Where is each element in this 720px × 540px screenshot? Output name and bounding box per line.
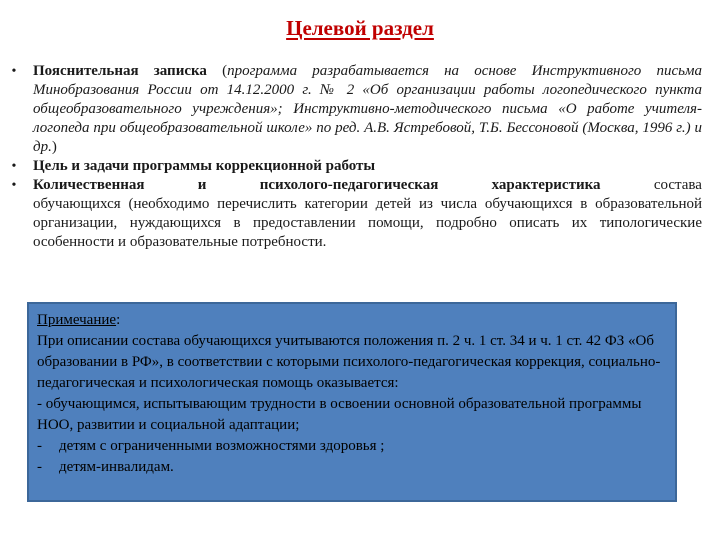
list-item: [8, 62, 702, 157]
bullet-first-tail: состава: [653, 177, 702, 193]
page-title: Целевой раздел: [286, 16, 434, 40]
paren-open: (: [206, 63, 228, 79]
bullet-lead-word: характеристика: [491, 177, 601, 193]
note-box: [27, 302, 677, 502]
note-list-item: [37, 436, 667, 457]
dash-marker: -: [37, 438, 42, 454]
bullet-lead-text: Пояснительная записка: [33, 63, 207, 79]
note-body: При описании состава обучающихся учитываются положения п. 2 ч. 1 ст. 34 и ч. 1 ст. 42 ФЗ «Об образовании в РФ», в соответствии с которыми психолого-педагогическая коррекция, социально-педагогическая и психологическая помощь оказывается:: [37, 333, 661, 391]
bullet-lead-word: психолого-педагогическая: [259, 177, 439, 193]
bullet-icon: •: [11, 178, 17, 193]
list-item: [8, 157, 702, 176]
note-list-item-text: детям с ограниченными возможностями здоровья ;: [59, 438, 385, 454]
bullet-body-text: обучающихся (необходимо перечислить категории детей из числа обучающихся в образовательной организации, нуждающихся в предоставлении помощи, подробно описать их типологические особенности и образовательные потребности.: [33, 196, 702, 250]
bullet-list: [8, 62, 702, 252]
note-list-item: [37, 457, 667, 478]
bullet-italic-text: программа разрабатывается на основе Инструктивного письма Минобразования России от 14.12.2000 г. № 2 «Об организации работы логопедического пункта общеобразовательного учреждения»; Инструктивно-методического письма «О работе учителя-логопеда при общеобразовательной школе» по ред. А.В. Ястребовой, Т.Б. Бессоновой (Москва, 1996 г.) и др.: [33, 63, 702, 155]
note-heading: Примечание: [37, 312, 117, 328]
dash-marker: -: [37, 459, 42, 475]
note-list-item: - обучающимся, испытывающим трудности в освоении основной образовательной программы НОО, развитии и социальной адаптации;: [37, 396, 642, 433]
note-heading-line: [37, 310, 667, 331]
paren-close: ): [51, 139, 57, 155]
bullet-lead-text: Цель и задачи программы коррекционной работы: [33, 158, 376, 174]
bullet-icon: •: [11, 159, 17, 174]
bullet-lead-word: Количественная: [33, 177, 145, 193]
justified-first-line: [33, 176, 702, 195]
bullet-lead-word: и: [197, 177, 207, 193]
list-item: [8, 176, 702, 252]
note-heading-colon: :: [116, 312, 121, 328]
note-list-item-text: детям-инвалидам.: [59, 459, 174, 475]
bullet-icon: •: [11, 64, 17, 79]
